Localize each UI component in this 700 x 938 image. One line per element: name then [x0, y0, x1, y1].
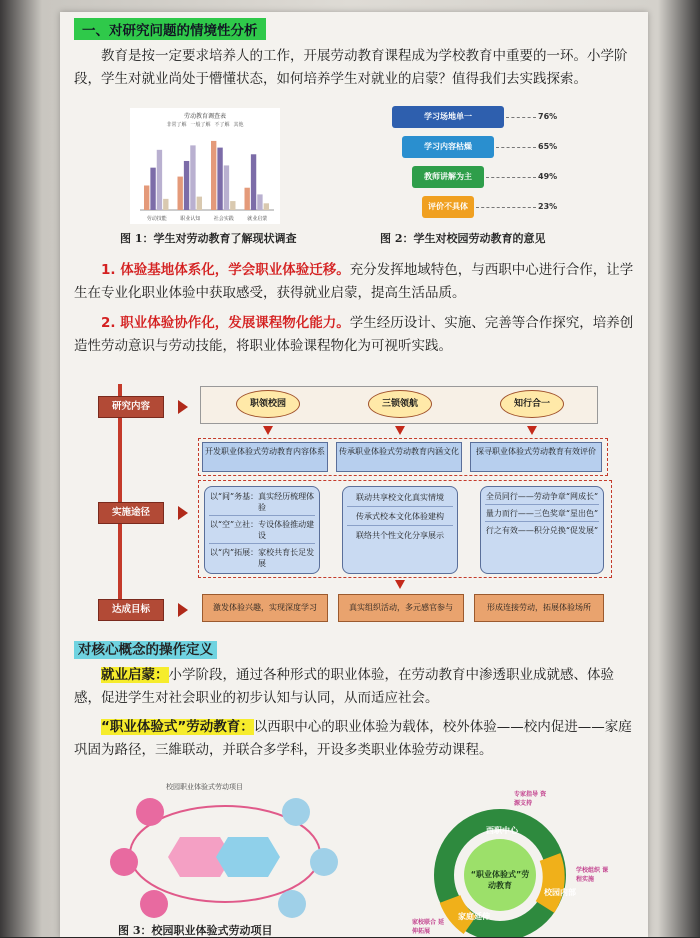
content-box-2: 传承职业体验式劳动教育内涵文化	[336, 442, 462, 472]
bar	[230, 201, 235, 210]
definition-1-text: 小学阶段，通过各种形式的职业体验，在劳动教育中渗透职业成就感、体验感，促进学生对社会职业的初步认知与认同，从而适应社会。	[74, 667, 614, 706]
arrow-right-icon	[178, 603, 188, 617]
figure4-note-3: 家校联合 延伸拓展	[412, 919, 445, 935]
figure4-ring-svg	[380, 787, 610, 937]
figure4-note-1: 专家指导 资源支持	[514, 791, 547, 807]
section1-heading	[74, 18, 266, 40]
funnel-level-1: 学习场地单一	[392, 106, 504, 128]
figure1-chart-title: 劳动教育调查表	[183, 113, 226, 120]
oval-1: 职领校园	[236, 390, 300, 418]
x-tick-label: 劳动技能	[146, 216, 167, 222]
bar	[178, 177, 183, 210]
x-tick-label: 职业认知	[180, 216, 201, 222]
col3-item-3: 行之有效——积分兑换“促发展”	[485, 526, 599, 535]
bar	[197, 197, 202, 210]
figure4-segment-1: 西职中心	[486, 826, 518, 835]
figure4-segment-3: 家庭延伸	[458, 912, 490, 921]
legend-item: 其他	[233, 122, 244, 128]
bar	[157, 150, 162, 210]
x-tick-label: 社会实践	[213, 216, 234, 222]
figure1-chart	[130, 108, 280, 224]
arrow-right-icon	[178, 400, 188, 414]
col1-item-1: 以“间”务基：真实经历梳理体验	[209, 491, 315, 516]
definition-2-text: 以西职中心的职业体验为载体，校外体验——校内促进——家庭巩固为路径，三維联动，并联合多学科，开设多类职业体验劳动课程。	[74, 719, 632, 758]
definition-1-term: 就业启蒙：	[101, 667, 169, 683]
col1-item-2: 以“空”立社：专设体验推动建设	[209, 519, 315, 544]
legend-item: 非常了解	[166, 122, 187, 128]
figure4-segment-2: 校园内部	[544, 888, 576, 897]
definition-1	[74, 664, 636, 710]
legend-item: 一般了解	[190, 122, 211, 128]
bar	[217, 148, 222, 210]
bar	[150, 168, 155, 210]
definition-2-term: “职业体验式”劳动教育：	[101, 719, 254, 735]
funnel-level-3: 教师讲解为主	[412, 166, 484, 188]
x-tick-label: 就业启蒙	[247, 216, 268, 222]
figure3-cycle-svg	[110, 792, 340, 922]
figure1-bar-svg	[130, 126, 280, 224]
arrow-down-icon	[527, 426, 537, 435]
figure4-note-2: 学校组织 课程实施	[576, 867, 609, 883]
bar	[224, 165, 229, 210]
point-2-label: 2. 职业体验协作化，发展课程物化能力。	[101, 315, 350, 331]
implementation-col-2	[342, 486, 458, 574]
row-label-research: 研究内容	[98, 396, 164, 418]
bar	[144, 185, 149, 210]
arrow-right-icon	[178, 506, 188, 520]
col1-item-3: 以“内”拓展：家校共育长足发展	[209, 548, 315, 568]
figure3-diagram	[110, 782, 340, 922]
point-2	[74, 312, 636, 358]
funnel-pct-2: 65%	[538, 142, 558, 151]
funnel-pct-4: 23%	[538, 202, 558, 211]
figure4-diagram	[380, 787, 610, 937]
oval-2: 三锁领航	[368, 390, 432, 418]
bar	[245, 188, 250, 210]
bar	[190, 145, 195, 210]
point-1-text: 充分发挥地域特色，与西职中心进行合作，让学生在专业化职业体验中获取感受，获得就业启蒙，提高生活品质。	[74, 262, 634, 301]
point-1-label: 1. 体验基地体系化，学会职业体验迁移。	[101, 262, 350, 278]
funnel-level-4: 评价不具体	[422, 196, 474, 218]
section2-title: 对核心概念的操作定义	[74, 641, 217, 659]
figure2-caption: 图 2：学生对校园劳动教育的意见	[380, 232, 546, 245]
section1-title: 一、对研究问题的情境性分析	[74, 18, 266, 40]
legend-item: 不了解	[214, 122, 230, 128]
col2-item-3: 联络共个性文化分享展示	[356, 531, 444, 540]
implementation-col-3	[480, 486, 604, 574]
framework-diagram	[88, 374, 620, 630]
funnel-pct-1: 76%	[538, 112, 558, 121]
arrow-down-icon	[395, 426, 405, 435]
bar	[251, 154, 256, 210]
figure2-funnel	[392, 106, 592, 228]
arrow-down-icon	[395, 580, 405, 589]
row-label-implementation: 实施途径	[98, 502, 164, 524]
bar	[211, 141, 216, 210]
content-box-1: 开发职业体验式劳动教育内容体系	[202, 442, 328, 472]
implementation-col-1	[204, 486, 320, 574]
row-label-goals: 达成目标	[98, 599, 164, 621]
section2-heading	[74, 638, 217, 658]
definition-2	[74, 716, 636, 762]
col3-item-2: 量力而行——三色奖章“星出色”	[485, 508, 599, 522]
col2-item-1: 联动共享校文化真实情境	[347, 492, 453, 507]
funnel-pct-3: 49%	[538, 172, 558, 181]
goal-box-2: 真实组织活动，多元感官参与	[338, 594, 464, 622]
content-box-3: 探寻职业体验式劳动教育有效评价	[470, 442, 602, 472]
document-page	[60, 12, 648, 937]
bar	[163, 199, 168, 210]
point-2-text: 学生经历设计、实施、完善等合作探究，培养创造性劳动意识与劳动技能，将职业体验课程物化为可视听实践。	[74, 315, 634, 354]
bar	[264, 203, 269, 210]
arrow-down-icon	[263, 426, 273, 435]
col2-item-2: 传承式校本文化体验建构	[347, 511, 453, 526]
goal-box-3: 形成连接劳动，拓展体验场所	[474, 594, 604, 622]
col3-item-1: 全员同行——劳动争章“网成长”	[485, 491, 599, 505]
section1-paragraph: 教育是按一定要求培养人的工作，开展劳动教育课程成为学校教育中重要的一环。小学阶段，学生对就业尚处于懵懂状态，如何培养学生对就业的启蒙？值得我们去实践探索。	[74, 48, 628, 87]
goal-box-1: 激发体验兴趣，实现深度学习	[202, 594, 328, 622]
point-1	[74, 259, 636, 305]
bar	[257, 194, 262, 210]
oval-3: 知行合一	[500, 390, 564, 418]
bar	[184, 161, 189, 210]
figure3-caption: 图 3：校园职业体验式劳动项目	[118, 924, 273, 937]
figure3-title: 校园职业体验式劳动项目	[166, 783, 243, 791]
figure1-caption: 图 1：学生对劳动教育了解现状调查	[120, 232, 297, 245]
funnel-level-2: 学习内容枯燥	[402, 136, 494, 158]
figure4-center: “职业体验式”劳动教育	[470, 870, 530, 890]
